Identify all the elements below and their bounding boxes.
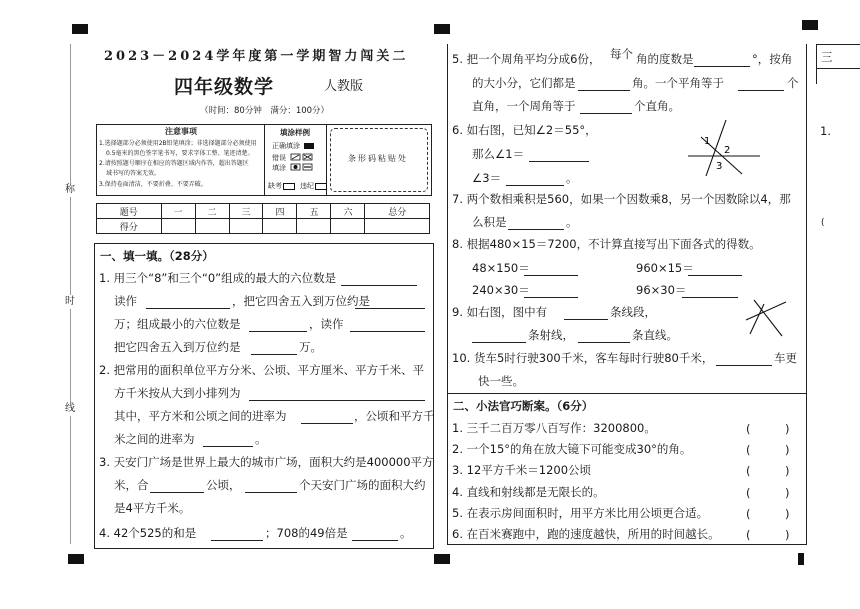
absent-box [283,183,295,190]
q5-line1b: 每个 [610,47,633,61]
registration-mark [72,24,88,34]
q10-line2: 快一些。 [478,374,524,388]
answer-paren[interactable]: ( ) [746,464,790,478]
answer-blank[interactable] [203,446,253,447]
q3-line1: 3. 天安门广场是世界上最大的城市广场，面积大约是400000平方 [99,455,434,469]
answer-blank[interactable] [524,297,578,298]
q3-line2c: 个天安门广场的面积大约 [299,478,426,492]
q8-expr2: 960×15＝ [636,261,694,275]
notice-line: 0.5毫米的黑色签字笔书写，要求字体工整、笔迹清楚。 [106,150,254,157]
binding-line [70,44,71,544]
answer-paren[interactable]: ( ) [746,443,790,457]
answer-blank[interactable] [524,275,578,276]
q5-line2c: 个 [787,76,799,90]
answer-blank[interactable] [694,66,750,67]
q6-line3a: ∠3＝ [472,171,502,185]
notice-line: 1.选择题部分必须使用2B铅笔填涂；非选择题部分必须使用 [99,140,257,147]
answer-paren[interactable]: ( ) [746,507,790,521]
edition-label: 人教版 [324,79,364,94]
answer-blank[interactable] [249,331,307,332]
answer-blank[interactable] [350,331,425,332]
q4-line-a: 4. 42个525的和是 [99,526,197,540]
q1-line2b: ，把它四舍五入到万位约是 [232,294,370,308]
column-border [447,44,448,545]
q9-line1a: 9. 如右图，图中有 [452,305,548,319]
q2-line1: 2. 把常用的面积单位平方分米、公顷、平方厘米、平方千米、平 [99,363,425,377]
answer-blank[interactable] [716,365,772,366]
angle-figure [686,118,762,178]
judge-item: 3. 12平方千米＝1200公顷 [452,463,592,477]
column-border [806,44,807,545]
q3-line2b: 公顷， [206,478,241,492]
q7-line1: 7. 两个数相乘积是560，如果一个因数乘8，另一个因数除以4，那 [452,192,791,206]
q5-line1c: 角的度数是 [636,52,694,66]
score-header: 题号 [97,204,162,219]
exam-title: 2023－2024学年度第一学期智力闯关二 [104,49,409,64]
notice-line: 2.请按照题号顺序在相应的答题区域内作答，超出答题区 [99,160,249,167]
score-cell[interactable] [331,219,365,234]
score-cell[interactable] [195,219,229,234]
barcode-label: 条形码粘贴处 [348,154,408,163]
q5-line1a: 5. 把一个周角平均分成6份， [452,52,601,66]
answer-blank[interactable] [682,297,738,298]
section1-heading: 一、填一填。（28分） [100,249,214,263]
answer-blank[interactable] [146,308,230,309]
q10-line1a: 10. 货车5时行驶300千米，客车每时行驶80千米， [452,351,714,365]
q8-line1: 8. 根据480×15＝7200，不计算直接写出下面各式的得数。 [452,237,761,251]
answer-blank[interactable] [150,492,204,493]
q6-line3b: 。 [566,171,578,185]
score-row-label: 得分 [97,219,162,234]
score-cell[interactable] [297,219,331,234]
q2-line2: 方千米按从大到小排列为 [114,386,241,400]
section3-item-partial: ( [821,218,825,228]
column-border [816,68,860,69]
margin-label: 时 [65,296,75,307]
notice-heading: 注意事项 [165,127,197,136]
q3-line3: 是4平方千米。 [114,501,191,515]
time-info: （时间：80分钟 满分：100分） [200,106,330,116]
q1-line3b: ，读作 [309,317,344,331]
violation-box [315,183,327,190]
section2-heading: 二、小法官巧断案。（6分） [453,399,594,413]
filled-box [304,143,314,149]
angle-label: 3 [716,161,723,172]
answer-blank[interactable] [564,319,608,320]
q6-line2: 那么∠1＝ [472,147,525,161]
q1-line2a: 读作 [114,294,137,308]
judge-item: 5. 在表示房间面积时，用平方米比用公顷更合适。 [452,506,709,520]
q7-line2b: 。 [566,215,578,229]
answer-blank[interactable] [245,492,297,493]
q9-line1b: 条线段， [610,305,656,319]
score-header: 三 [229,204,263,219]
column-border [816,44,860,45]
notice-line: 域书写的答案无效。 [106,170,161,177]
wrong-fill-label: 填涂 [272,164,286,172]
q3-line2a: 米，合 [114,478,149,492]
correct-fill-label: 正确填涂 [272,142,300,150]
score-cell[interactable] [229,219,263,234]
registration-mark [798,553,804,565]
notice-divider [264,124,265,195]
judge-item: 1. 三千二百万零八百写作：3200800。 [452,421,656,435]
judge-item: 6. 在百米赛跑中，跑的速度越快，所用的时间越长。 [452,527,720,541]
answer-blank[interactable] [251,354,297,355]
q5-line3a: 直角，一个周角等于 [472,99,576,113]
q5-line3b: 个直角。 [634,99,680,113]
answer-blank[interactable] [355,308,425,309]
q1-line4b: 万。 [299,340,322,354]
answer-blank[interactable] [352,540,398,541]
answer-blank[interactable] [529,161,589,162]
score-header: 一 [161,204,195,219]
section3-item-partial: 1. [820,124,831,138]
q8-expr3: 240×30＝ [472,283,530,297]
score-header: 总分 [365,204,430,219]
absent-label: 缺考 [268,182,282,190]
answer-blank[interactable] [506,185,564,186]
q2-line4b: 。 [255,432,267,446]
subject-title: 四年级数学 [174,76,275,98]
score-table [96,203,430,234]
angle-label: 2 [724,145,731,156]
column-border [816,44,817,84]
section3-heading-partial: 三 [821,50,833,64]
score-cell[interactable] [263,219,297,234]
score-header: 二 [195,204,229,219]
answer-blank[interactable] [738,90,784,91]
notice-line: 3.保持卷面清洁，不要折叠、不要弄破。 [99,181,207,188]
answer-blank[interactable] [578,342,630,343]
q2-line3a: 其中，平方米和公顷之间的进率为 [114,409,287,423]
score-cell[interactable] [161,219,195,234]
column-border [447,544,807,545]
q5-line2b: 角。一个平角等于 [632,76,724,90]
answer-blank[interactable] [580,113,632,114]
judge-item: 4. 直线和射线都是无限长的。 [452,485,605,499]
answer-paren[interactable]: ( ) [746,528,790,542]
answer-blank[interactable] [249,400,425,401]
margin-label: 称 [65,184,75,195]
q7-line2a: 么积是 [472,215,507,229]
q6-line1: 6. 如右图，已知∠2＝55°， [452,123,597,137]
score-cell[interactable] [365,219,430,234]
fill-sample-heading: 填涂样例 [280,128,310,137]
q4-line-b: ；708的49倍是 [265,526,348,540]
q9-line2a: 条射线， [528,328,574,342]
violation-label: 违纪 [300,182,314,190]
q1-line3a: 万；组成最小的六位数是 [114,317,241,331]
q2-line3b: ，公顷和平方千 [354,409,435,423]
score-header: 五 [297,204,331,219]
score-header: 六 [331,204,365,219]
registration-mark [434,24,450,34]
answer-blank[interactable] [508,229,564,230]
wrong-fill-samples [290,152,326,174]
wrong-fill-label: 错误 [272,154,286,162]
q1-line1: 1. 用三个“8”和三个“0”组成的最大的六位数是 [99,271,337,285]
answer-blank[interactable] [688,275,742,276]
q10-line1b: 车更 [774,351,797,365]
score-header: 四 [263,204,297,219]
q4-line-c: 。 [400,526,412,540]
registration-mark [68,554,84,564]
answer-blank[interactable] [301,423,353,424]
registration-mark [434,554,450,564]
q9-line2b: 条直线。 [632,328,678,342]
section-divider [447,393,807,394]
q1-line4a: 把它四舍五入到万位约是 [114,340,241,354]
answer-paren[interactable]: ( ) [746,486,790,500]
answer-blank[interactable] [341,285,417,286]
answer-blank[interactable] [472,342,526,343]
q8-expr4: 96×30＝ [636,283,687,297]
answer-paren[interactable]: ( ) [746,422,790,436]
line-figure [744,298,788,338]
q8-expr1: 48×150＝ [472,261,530,275]
q5-line2a: 的大小分，它们都是 [472,76,576,90]
answer-blank[interactable] [578,90,630,91]
margin-label: 线 [65,403,75,414]
q5-line1d: °，按角 [752,52,793,66]
angle-label: 1 [704,136,711,147]
registration-mark [802,20,818,30]
judge-item: 2. 一个15°的角在放大镜下可能变成30°的角。 [452,442,692,456]
answer-blank[interactable] [211,540,263,541]
q2-line4a: 米之间的进率为 [114,432,195,446]
